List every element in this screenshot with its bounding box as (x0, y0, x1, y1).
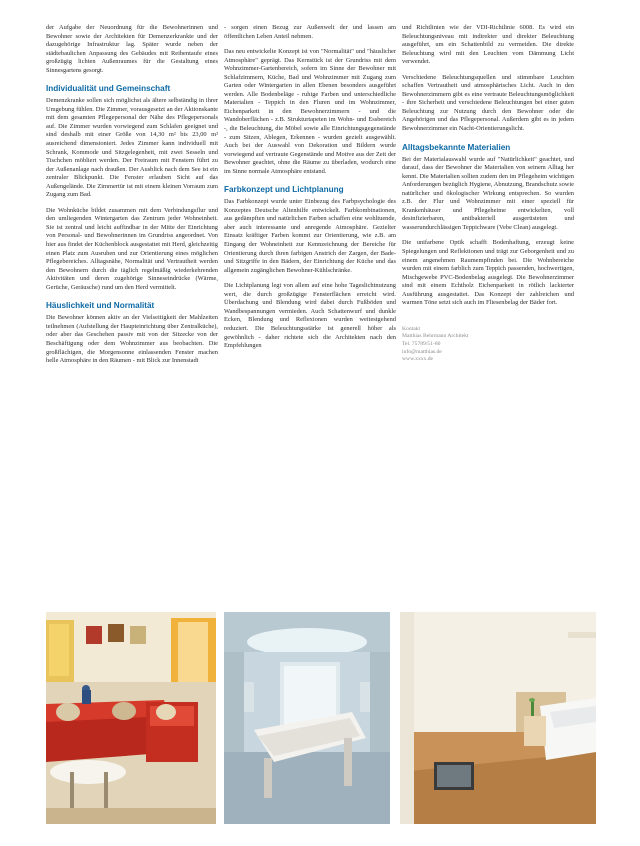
paragraph: der Aufgabe der Neuordnung für die Bewohnerinnen und Bewohner sowie der Architekten für Demenzerkrankte und der dazugehörige Infrastruktur lag. Später wurde neben der städtebaulichen Anpassung des Gebäudes mit Reibentaufe eines großzügig lichten Außenraumes für die Gestaltung eines Sinnesgartens gesorgt. (46, 24, 218, 74)
paragraph: - sorgen einen Bezug zur Außenwelt der und lassen am öffentlichen Leben Anteil nehmen. (224, 24, 396, 40)
paragraph: Das neu entwickelte Konzept ist von "Normalität" und "häuslicher Atmosphäre" geprägt. Das Kernstück ist der Grundriss mit dem Wohnzimmer-Gartenbereich, sofern im Sinne der Bewohner mit Schlafzimmern, Küche, Bad und Wohnzimmer mit Zugang zum Garten oder Wintergarten in allen Ebenen besonders ausgeführt werden. Alle Bodenbeläge - ruhige Farben und unterschiedliche Materialien - Teppich in den Fluren und im Wohnzimmer, Eichenparkett in den Bewohnerzimmern - und die Wandoberflächen - z.B. Strukturtapeten im Wohn- und Essbereich -, die Beleuchtung, die Möbel sowie alle Einrichtungsgegenstände - zum Sitzen, Ablegen, Erkennen - wurden gezielt ausgewählt. Auch bei der Auswahl von Dekoration und Bildern wurde vorwiegend auf vertraute Gegenstände und Motive aus der Zeit der Bewohner geachtet, ohne die Räume zu überladen, wodurch eine im Sinne normale Atmosphäre entstand. (224, 48, 396, 175)
paragraph: Die Bewohner können aktiv an der Vielseitigkeit der Mahlzeiten teilnehmen (Aufstellung der Haupteinrichtung über Zentralküche), oder aber das Geschehen passiv mit von der Sitzecke von der Beschäftigung oder dem Wohnzimmer aus beobachten. Die großflächigen, die Morgensonne einlassenden Fenster machen helle Atmosphäre in den Räumen - mit Blick zur Innenstadt (46, 314, 218, 365)
paragraph: Die unifarbene Optik schafft Bodenhaftung, erzeugt keine Spiegelungen und Reflektionen und trägt zur Geborgenheit und zu einem angenehmen Raumempfinden bei. Die Wohnbereiche wurden mit einem farblich zum Teppich passenden, hochwertigen, Mischgewebe PVC-Bodenbelag ausgelegt. Die Bewohnerzimmer sind mit einem Echtholz Eichenparkett in rötlich lackierter Ausführung ausgestattet. Das Konzept der zahlreichen und warmen Töne setzt sich auch im Fliesenbelag der Bäder fort. (402, 239, 574, 307)
contact-line: Kontakt (402, 325, 421, 332)
paragraph: Bei der Materialauswahl wurde auf "Natürlichkeit" geachtet, und darauf, dass der Bewohner die Materialien von seinem Alltag her kennt. Die Materialien sollten zudem den im Pflegeheim wichtigen Anforderungen bezüglich Hygiene, Abnutzung, Brandschutz sowie natürlicher und ökologischer Wirkung entsprechen. So wurden z.B. der Flur und Wohnzimmer mit einer speziell für Krankenhäuser und Pflegeheime entwickelten, voll desinfizierbaren, antibakteriell ausgerüsteten und wasserundurchlässigen Teppichware (Vebe Clean) ausgelegt. (402, 155, 574, 231)
section-heading: Individualität und Gemeinschaft (46, 84, 171, 94)
text-column-1 (46, 24, 218, 373)
contact-line: info@matthias.de (402, 348, 442, 355)
contact-line: Tel. 75789/51-80 (402, 341, 441, 348)
contact-block (402, 326, 574, 364)
section-heading: Alltagsbekannte Materialien (402, 142, 511, 152)
section-heading: Farbkonzept und Lichtplanung (224, 185, 344, 195)
bedroom-photo (400, 612, 596, 824)
paragraph: Verschiedene Beleuchtungsquellen und stimmbare Leuchten schaffen Vertrautheit und atmosphärisches Licht. Auch in den Bewohnerzimmern gibt es eine vertraute Beleuchtungsmöglichkeit - ihre Sicherheit und verschiedene Beleuchtungen bei einer guten Beleuchtung zur Nutzung durch den Bewohner oder die Angehörigen und das Pflegepersonal. Außerdem gibt es in jedem Bewohnerzimmer ein Nacht-Orientierungslicht. (402, 73, 574, 133)
section-heading: Häuslichkeit und Normalität (46, 301, 155, 311)
paragraph: Die Wohnküche bildet zusammen mit dem Verbindungsflur und den umliegenden Wintergarten das Zentrum jeder Wohneinheit. Sie ist zentral und leicht auffindbar in der Mitte der Einrichtung von Personal- und Bewohnerinnen im Grundriss angeordnet. Von hier aus findet der Küchenblock ausgestattet mit Herd, gleichzeitig einen Platz zum Ausruhen und zur Orientierung eines möglichen Pflegebereiches. Alltagsnähe, Normalität und Vertrautheit werden den Bewohnern durch die täglich regelmäßig wiederkehrenden Aktivitäten und deren zugehörige Sinneseindrücke (Wärme, Gerüche, Geräusche) rund um den Herd vermittelt. (46, 206, 218, 291)
common-room-photo (46, 612, 216, 824)
text-column-3 (402, 24, 574, 364)
bathroom-photo (224, 612, 390, 824)
text-column-2 (224, 24, 396, 358)
paragraph: Die Lichtplanung legt von allem auf eine hohe Tageslichtnutzung wert, die durch großzügige Fensterflächen erreicht wird. Überdachung und Blendung wird dabei durch Fußböden und Wandbespannungen vermieden. Auch Schattenwurf und dunkle Ecken, Blendung und Reflexionen wurden weitestgehend reduziert. Die Beleuchtungsstärke ist generell höher als gewöhnlich - daher richtete sich die Architekten nach den Empfehlungen (224, 282, 396, 350)
paragraph: Das Farbkonzept wurde unter Einbezug des Farbpsychologie des Konzeptes Deutsche Altenhilfe entwickelt. Farbkombinationen, aus gedämpften und natürlichen Farben schaffen eine wohltuende, aber auch interessante und anregende Atmosphäre. Gezielter Einsatz kräftiger Farben kommt zur Orientierung, wie z.B. am Eingang der Wohneinheit zur Kennzeichnung der Bereiche für Orientierung durch ihren farbigen Anstrich der Zargen, der Bade- und Sitzgriffe in den Bädern, der Einrichtung der Küche und das allgemein zugänglichen Bewohner-Kühlschränke. (224, 198, 396, 274)
paragraph: und Richtlinien wie der VDI-Richtlinie 6008. Es wird ein Beleuchtungsniveau mit indirekter und direkter Beleuchtung ausgeführt, um ein Schattenbild zu vermeiden. Die direkte Beleuchtung wird mit den Leuchten vom Dämmung Licht verwendet. (402, 24, 574, 66)
contact-line: Matthias Behrmann Architekt (402, 333, 469, 340)
paragraph: Demenzkranke sollen sich möglichst als ältere selbständig in ihrer Umgebung fühlen. Die Zimmer, vorausgesetzt an der Aktionskante mit dem gesamten Pflegepersonal der Nähe des Pflegepersonals auf. Die Zimmer wurden vorwiegend zum Schlafen geeignet und sind deshalb mit einer Größe von 14,30 m² bis 23,00 m² ausreichend dimensioniert. Jedes Zimmer kann individuell mit Schrank, Kommode und Sitzgelegenheit, mit zwei Sesseln und Tischchen möbliert werden. Der Freiraum mit Fenstern führt zu der Außenanlage nach draußen. Der Ausblick nach dem See ist ein zentraler Blickpunkt. Die Fenster erlauben Sicht auf das Außengelände. Die Zimmertür ist mit einem kleinen Vorraum zum Zugang zum Bad. (46, 97, 218, 199)
contact-line: www.xxxx.de (402, 356, 434, 363)
